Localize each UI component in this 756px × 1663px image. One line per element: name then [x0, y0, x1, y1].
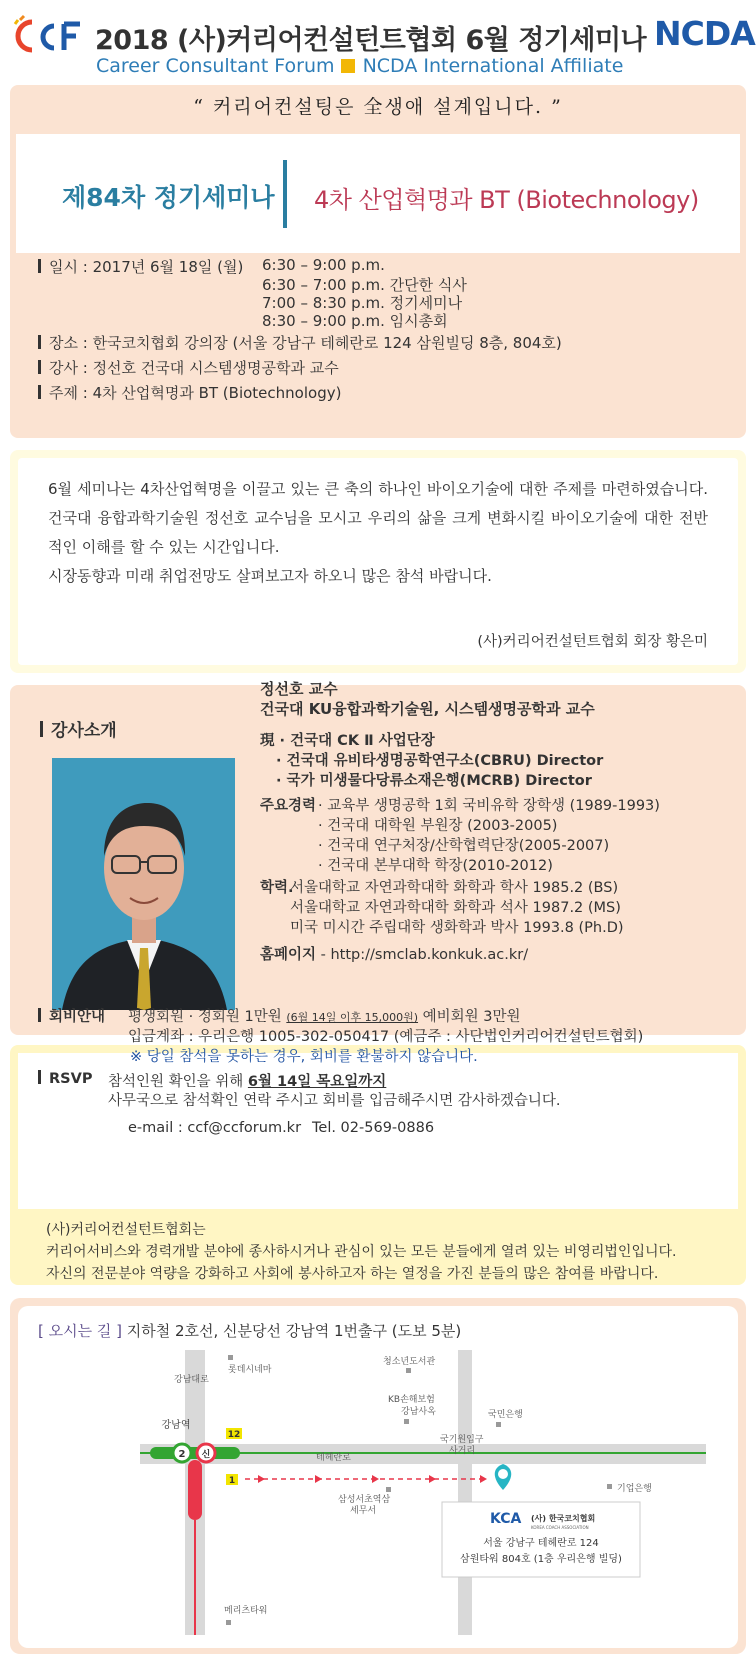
- subtitle: [96, 55, 623, 77]
- fee-regular: 평생회원 · 정회원 1만원: [128, 1009, 287, 1025]
- map-marker: [226, 1620, 231, 1625]
- page-title: 2018 (사)커리어컨설턴트협회 6월 정기세미나: [95, 25, 647, 56]
- ncda-logo: NCDA: [654, 14, 755, 53]
- pin-center: [498, 1469, 508, 1479]
- career-item: · 건국대 본부대학 학장(2010-2012): [318, 858, 553, 874]
- schedule-2: 7:00 – 8:30 p.m. 정기세미나: [262, 294, 463, 312]
- speaker-text: 강사 : 정선호 건국대 시스템생명공학과 교수: [49, 359, 339, 377]
- gangnamdaero-label: 강남대로: [174, 1375, 209, 1385]
- kookmin-label: 국민은행: [488, 1410, 523, 1420]
- info-date: [38, 256, 243, 277]
- seminar-number: 제84차 정기세미나: [62, 183, 275, 212]
- education-label: 학력.: [260, 880, 294, 896]
- fee-label-row: [38, 1005, 105, 1026]
- message-body: [48, 475, 708, 591]
- line2-label: 2: [178, 1449, 186, 1460]
- education-item: 서울대학교 자연과학대학 화학과 석사 1987.2 (MS): [290, 900, 621, 916]
- current-position-2: · 건국대 유비타생명공학연구소(CBRU) Director: [276, 753, 604, 769]
- rsvp-deadline: 6월 14일 목요일까지: [247, 1074, 387, 1090]
- rsvp-line: [108, 1070, 386, 1091]
- subject-text: 주제 : 4차 산업혁명과 BT (Biotechnology): [49, 384, 342, 402]
- map-marker: [607, 1484, 612, 1489]
- map-marker: [496, 1422, 501, 1427]
- shin-label: 신: [201, 1450, 211, 1460]
- kca-logo: KCA: [490, 1511, 522, 1527]
- map-marker: [404, 1419, 409, 1424]
- subtitle-right: NCDA International Affiliate: [362, 55, 624, 77]
- email[interactable]: e-mail : ccf@ccforum.kr: [128, 1120, 302, 1136]
- library-label: 청소년도서관: [383, 1357, 436, 1367]
- line2-bar: [150, 1447, 240, 1459]
- education-item: 서울대학교 자연과학대학 화학과 학사 1985.2 (BS): [290, 880, 619, 896]
- fee-line: [128, 1005, 521, 1026]
- education-item: 미국 미시간 주립대학 생화학과 박사 1993.8 (Ph.D): [290, 920, 624, 936]
- kb-label-2: 강남사옥: [401, 1407, 436, 1417]
- tax-office-label-2: 세무서: [350, 1506, 377, 1516]
- org-description: [46, 1219, 676, 1285]
- kca-sub: KOREA COACH ASSOCIATION: [531, 1525, 589, 1530]
- location-map: [140, 1350, 706, 1635]
- cross-road: [458, 1350, 472, 1635]
- refund-notice: ※ 당일 참석을 못하는 경우, 회비를 환불하지 않습니다.: [130, 1049, 478, 1065]
- map-marker: [386, 1487, 391, 1492]
- homepage-label: 홈페이지: [260, 947, 317, 963]
- career-item: · 건국대 연구처장/산학협력단장(2005-2007): [318, 838, 610, 854]
- speaker-heading: [40, 716, 117, 741]
- map-marker: [228, 1355, 233, 1360]
- intersection-label-2: 사거리: [449, 1446, 476, 1456]
- bullet-bar: [38, 385, 41, 399]
- schedule-1: 6:30 – 7:00 p.m. 간단한 식사: [262, 276, 467, 294]
- directions-text: 지하철 2호선, 신분당선 강남역 1번출구 (도보 5분): [121, 1322, 462, 1340]
- date-label: 일시 : 2017년 6월 18일 (월): [49, 258, 244, 276]
- org-line: 커리어서비스와 경력개발 분야에 종사하시거나 관심이 있는 모든 분들에게 열려 있는 비영리법인입니다.: [46, 1244, 677, 1260]
- fee-late-note: (6월 14일 이후 15,000원): [286, 1011, 419, 1024]
- message-line: 시장동향과 미래 취업전망도 살펴보고자 하오니 많은 참석 바랍니다.: [48, 567, 492, 585]
- phone: Tel. 02-569-0886: [312, 1120, 435, 1136]
- place-text: 장소 : 한국코치협회 강의장 (서울 강남구 테헤란로 124 삼원빌딩 8층, 804호): [49, 334, 562, 352]
- ibk-label: 기업은행: [617, 1484, 652, 1494]
- divider: [283, 160, 287, 228]
- speaker-heading-text: 강사소개: [51, 721, 117, 741]
- kca-name: (사) 한국코치협회: [531, 1514, 596, 1523]
- bullet-bar: [40, 721, 43, 737]
- speaker-photo: [52, 758, 235, 1010]
- intersection-label: 국기원입구: [440, 1435, 484, 1445]
- bullet-bar: [38, 1008, 41, 1022]
- career-item: · 건국대 대학원 부원장 (2003-2005): [318, 818, 558, 834]
- teheran-label: 테헤란로: [316, 1453, 351, 1463]
- schedule-3: 8:30 – 9:00 p.m. 임시총회: [262, 312, 448, 330]
- career-item: · 교육부 생명공학 1회 국비유학 장학생 (1989-1993): [318, 798, 660, 814]
- directions: [38, 1320, 461, 1341]
- motto-quote: “ 커리어컨설팅은 全생애 설계입니다. ”: [193, 96, 563, 118]
- address-line-1: 서울 강남구 테헤란로 124: [483, 1538, 599, 1549]
- bullet-bar: [38, 360, 41, 374]
- lotte-label: 롯데시네마: [228, 1365, 272, 1375]
- square-icon: [341, 59, 355, 73]
- message-line: 6월 세미나는 4차산업혁명을 이끌고 있는 큰 축의 하나인 바이오기술에 대한 주제를 마련하였습니다. 건국대 융합과학기술원 정선호 교수님을 모시고 우리의 삶을 크게 변화시킬 바이오기술에 대한 전반적인 이해를 할 수 있는 시간입니다.: [48, 480, 708, 556]
- fee-preliminary: 예비회원 3만원: [418, 1009, 521, 1025]
- schedule-0: 6:30 – 9:00 p.m.: [262, 256, 385, 274]
- info-place: [38, 332, 562, 353]
- current-position-1: 現 · 건국대 CK Ⅱ 사업단장: [260, 733, 435, 749]
- seminar-topic: 4차 산업혁명과 BT (Biotechnology): [314, 186, 699, 214]
- current-position-3: · 국가 미생물다당류소재은행(MCRB) Director: [276, 773, 592, 789]
- fee-label: 회비안내: [49, 1009, 106, 1025]
- rsvp-instructions: 사무국으로 참석확인 연락 주시고 회비를 입금해주시면 감사하겠습니다.: [108, 1093, 561, 1109]
- exit-1-label: 1: [228, 1476, 236, 1486]
- directions-label: [ 오시는 길 ]: [38, 1322, 122, 1340]
- kb-label: KB손해보험: [388, 1395, 435, 1405]
- rsvp-label: RSVP: [49, 1071, 93, 1087]
- shinbundang-bar: [188, 1460, 202, 1520]
- message-signature: (사)커리어컨설턴트협회 회장 황은미: [477, 634, 708, 650]
- address-line-2: 삼원타워 804호 (1층 우리은행 빌딩): [460, 1554, 622, 1565]
- rsvp-text: 참석인원 확인을 위해: [108, 1074, 248, 1090]
- station-label: 강남역: [161, 1420, 191, 1431]
- bullet-bar: [38, 259, 41, 273]
- ccf-logo: [10, 14, 82, 58]
- info-speaker: [38, 357, 339, 378]
- speaker-name: 정선호 교수: [260, 680, 338, 698]
- rsvp-label-row: [38, 1070, 92, 1087]
- meritz-label: 메리츠타워: [224, 1606, 268, 1616]
- bullet-bar: [38, 1070, 41, 1084]
- career-label: 주요경력: [260, 798, 317, 814]
- exit-12-label: 12: [227, 1430, 241, 1440]
- homepage-row: [260, 943, 528, 964]
- org-line: (사)커리어컨설턴트협회는: [46, 1222, 206, 1238]
- tax-office-label: 삼성서초역삼: [338, 1495, 391, 1505]
- homepage-link[interactable]: - http://smclab.konkuk.ac.kr/: [316, 947, 529, 963]
- map-marker: [406, 1368, 411, 1373]
- bullet-bar: [38, 335, 41, 349]
- subtitle-left: Career Consultant Forum: [96, 55, 335, 77]
- org-line: 자신의 전문분야 역량을 강화하고 사회에 봉사하고자 하는 열정을 가진 분들의 많은 참여를 바랍니다.: [46, 1266, 659, 1282]
- info-subject: [38, 382, 341, 403]
- speaker-affiliation: 건국대 KU융합과학기술원, 시스템생명공학과 교수: [260, 700, 595, 718]
- fee-account: 입금계좌 : 우리은행 1005-302-050417 (예금주 : 사단법인커리어컨설턴트협회): [128, 1029, 644, 1045]
